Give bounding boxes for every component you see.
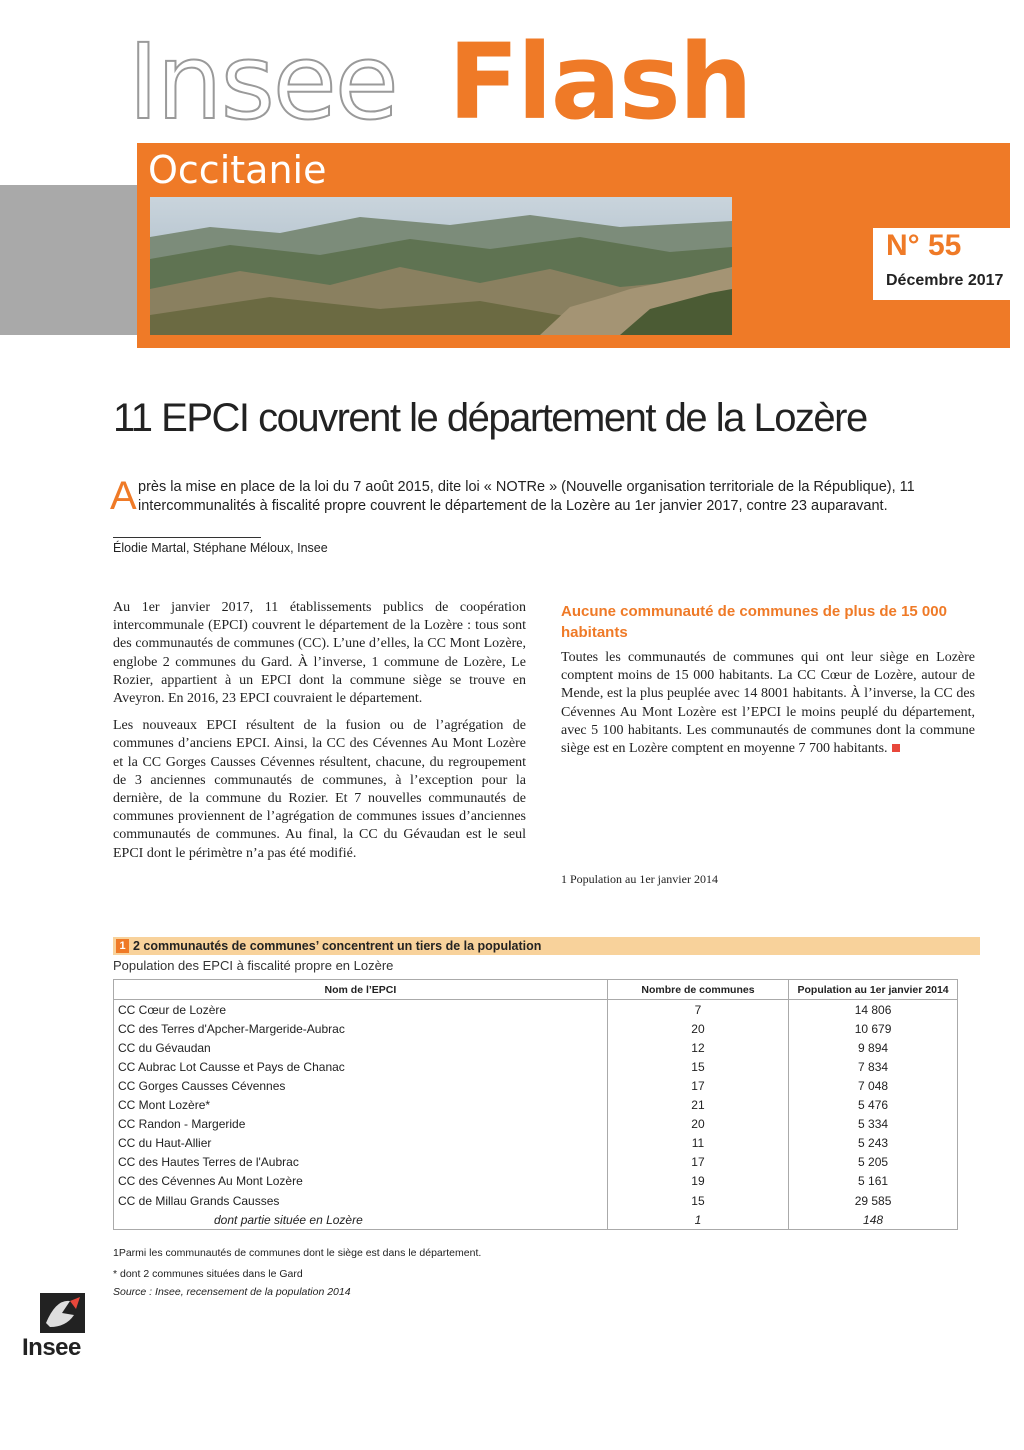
table-row xyxy=(114,1057,958,1076)
table-row xyxy=(114,1115,958,1134)
table-body xyxy=(114,1000,958,1230)
table-cell-name: CC des Terres d'Apcher-Margeride-Aubrac xyxy=(114,1019,608,1038)
table-cell-name: CC Mont Lozère* xyxy=(114,1096,608,1115)
table-cell-communes: 11 xyxy=(607,1134,788,1153)
table-header-row xyxy=(114,980,958,1000)
table-cell-communes: 19 xyxy=(607,1172,788,1191)
body-paragraph-2: Les nouveaux EPCI résultent de la fusion ou de l’agrégation de communes d’anciens EPCI. Ainsi, la CC des Cévennes Au Mont Lozère et la CC Gorges Causses Cévennes résultent, chacune, du regroupement de 3 anciennes communautés de communes, à l’exception pour la dernière, de la commune du Rozier. Et 7 nouvelles communautés de communes proviennent de l’agrégation de communes issues d’anciennes communautés de communes. Au final, la CC du Gévaudan est le seul EPCI dont le périmètre n’a pas été modifié. xyxy=(113,718,526,861)
brand-flash: Flash xyxy=(448,21,751,143)
left-column xyxy=(113,599,526,872)
table-cell-communes: 15 xyxy=(607,1191,788,1210)
footnote: 1 Population au 1er janvier 2014 xyxy=(561,872,718,886)
table-cell-name: dont partie située en Lozère xyxy=(114,1210,608,1230)
table-cell-population: 148 xyxy=(789,1210,958,1230)
table-cell-name: CC du Haut-Allier xyxy=(114,1134,608,1153)
table-cell-communes: 20 xyxy=(607,1115,788,1134)
right-column xyxy=(561,649,975,767)
figure-source: Source : Insee, recensement de la population 2014 xyxy=(113,1286,351,1298)
issue-number: N° 55 xyxy=(886,229,962,262)
table-row xyxy=(114,1134,958,1153)
table-cell-population: 29 585 xyxy=(789,1191,958,1210)
authors: Élodie Martal, Stéphane Méloux, Insee xyxy=(113,541,328,555)
table-row xyxy=(114,1191,958,1210)
table-cell-population: 7 048 xyxy=(789,1076,958,1095)
table-cell-name: CC Aubrac Lot Causse et Pays de Chanac xyxy=(114,1057,608,1076)
brand-insee: Insee xyxy=(128,21,397,143)
table-cell-communes: 17 xyxy=(607,1076,788,1095)
table-cell-name: CC du Gévaudan xyxy=(114,1038,608,1057)
table-cell-population: 9 894 xyxy=(789,1038,958,1057)
issue-date: Décembre 2017 xyxy=(886,272,1004,289)
table-row xyxy=(114,1172,958,1191)
table-cell-population: 7 834 xyxy=(789,1057,958,1076)
table-cell-name: CC Randon - Margeride xyxy=(114,1115,608,1134)
column-header-population: Population au 1er janvier 2014 xyxy=(789,980,958,1000)
figure-note-2: * dont 2 communes situées dans le Gard xyxy=(113,1268,303,1280)
figure-subtitle: Population des EPCI à fiscalité propre en Lozère xyxy=(113,958,394,973)
column-header-communes: Nombre de communes xyxy=(607,980,788,1000)
intro-text: près la mise en place de la loi du 7 août 2015, dite loi « NOTRe » (Nouvelle organisation territoriale de la République), 11 intercommunalités à fiscalité propre couvrent le département de la Lozère au 1er janvier 2017, contre 23 auparavant. xyxy=(138,479,915,514)
insee-logo-icon xyxy=(40,1293,85,1333)
epci-table xyxy=(113,979,958,1230)
body-paragraph-1: Au 1er janvier 2017, 11 établissements publics de coopération intercommunale (EPCI) couvrent le département de la Lozère : tous sont des communautés de communes (CC). L’une d’elles, la CC Mont Lozère, englobe 2 communes du Gard. À l’inverse, 1 commune de Lozère, Le Rozier, appartient à un EPCI dont la commune siège se trouve en Aveyron. En 2016, 23 EPCI couvraient le département. xyxy=(113,600,526,707)
table-row xyxy=(114,1038,958,1057)
authors-divider xyxy=(113,537,261,538)
table-cell-communes: 20 xyxy=(607,1019,788,1038)
table-cell-population: 5 334 xyxy=(789,1115,958,1134)
insee-logo-text: Insee xyxy=(22,1334,81,1361)
table-row xyxy=(114,1210,958,1230)
figure-note-1: 1Parmi les communautés de communes dont le siège est dans le département. xyxy=(113,1247,482,1259)
table-cell-population: 5 161 xyxy=(789,1172,958,1191)
brand-region: Occitanie xyxy=(148,148,327,192)
page-title: 11 EPCI couvrent le département de la Lozère xyxy=(113,396,867,440)
table-row xyxy=(114,1000,958,1020)
table-cell-communes: 17 xyxy=(607,1153,788,1172)
figure-number-badge: 1 xyxy=(116,939,129,953)
table-cell-name: CC Gorges Causses Cévennes xyxy=(114,1076,608,1095)
table-cell-name: CC de Millau Grands Causses xyxy=(114,1191,608,1210)
table-cell-name: CC Cœur de Lozère xyxy=(114,1000,608,1020)
landscape-photo xyxy=(150,197,732,335)
table-cell-name: CC des Hautes Terres de l'Aubrac xyxy=(114,1153,608,1172)
table-row xyxy=(114,1076,958,1095)
right-paragraph-text: Toutes les communautés de communes qui ont leur siège en Lozère comptent moins de 15 000 habitants. La CC Cœur de Lozère, autour de Mende, est la plus peuplée avec 14 8001 habitants. À l’inverse, la CC des Cévennes Au Mont Lozère est l’EPCI le moins peuplé du département, avec 5 100 habitants. Les communautés de communes dont la commune siège est en Lozère comptent en moyenne 7 700 habitants. xyxy=(561,650,975,757)
table-row xyxy=(114,1019,958,1038)
table-cell-communes: 7 xyxy=(607,1000,788,1020)
intro-dropcap: A xyxy=(110,474,137,518)
section-title: Aucune communauté de communes de plus de 15 000 habitants xyxy=(561,603,947,641)
table-row xyxy=(114,1096,958,1115)
table-cell-population: 10 679 xyxy=(789,1019,958,1038)
end-mark-icon xyxy=(892,744,900,752)
table-cell-communes: 1 xyxy=(607,1210,788,1230)
table-row xyxy=(114,1153,958,1172)
table-cell-population: 14 806 xyxy=(789,1000,958,1020)
table-cell-communes: 15 xyxy=(607,1057,788,1076)
table-cell-communes: 12 xyxy=(607,1038,788,1057)
right-body-paragraph xyxy=(561,649,975,758)
table-cell-population: 5 243 xyxy=(789,1134,958,1153)
table-cell-communes: 21 xyxy=(607,1096,788,1115)
table-cell-population: 5 476 xyxy=(789,1096,958,1115)
figure-title: 2 communautés de communes’ concentrent un tiers de la population xyxy=(133,939,542,953)
table-cell-population: 5 205 xyxy=(789,1153,958,1172)
table-cell-name: CC des Cévennes Au Mont Lozère xyxy=(114,1172,608,1191)
column-header-name: Nom de l’EPCI xyxy=(114,980,608,1000)
